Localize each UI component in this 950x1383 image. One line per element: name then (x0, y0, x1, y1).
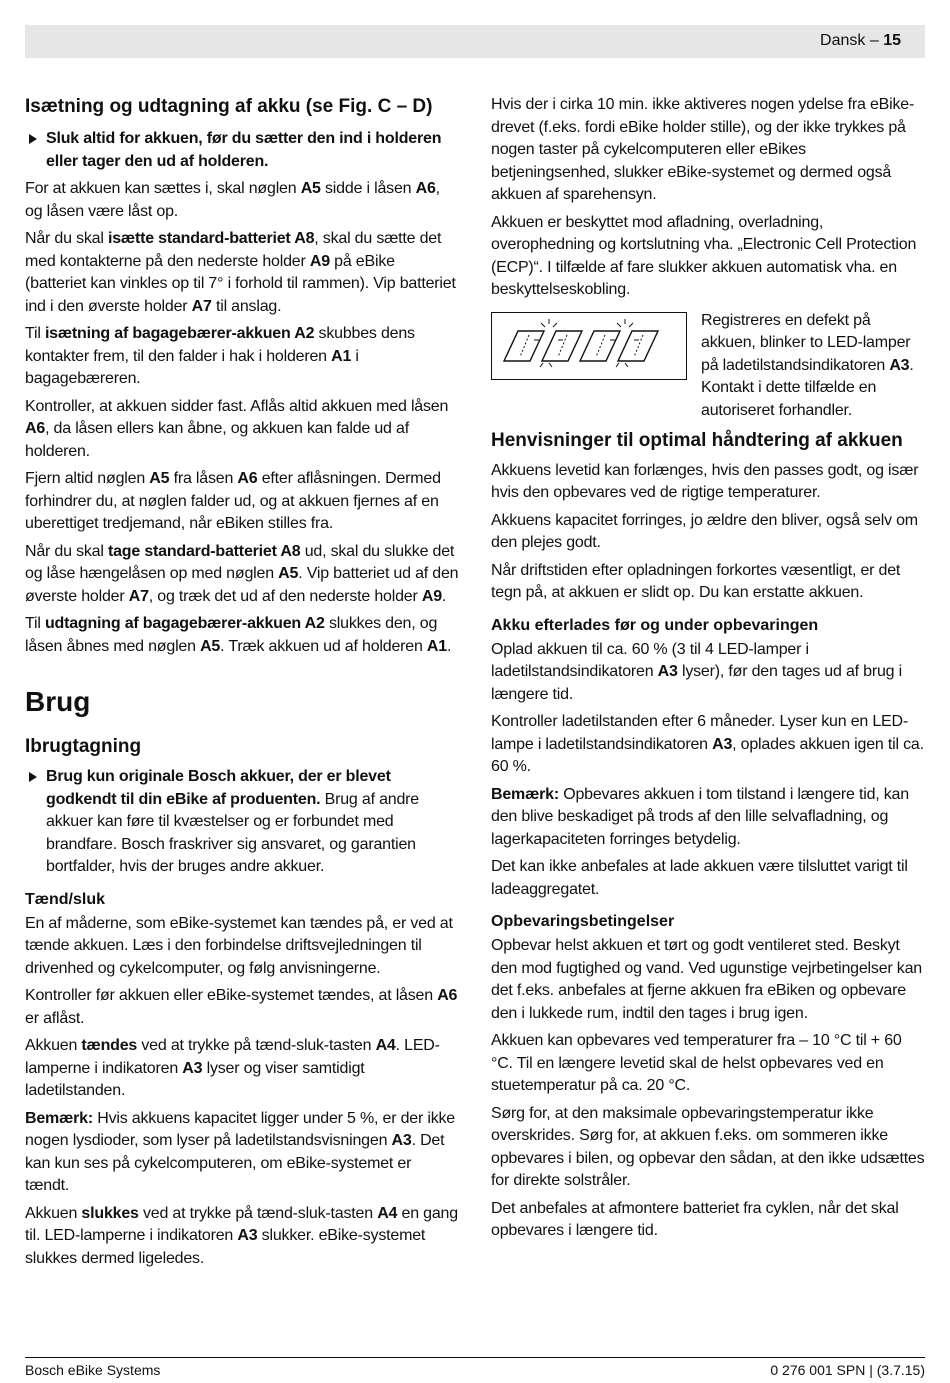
paragraph: Det anbefales at afmontere batteriet fra cyklen, når det skal opbevares i længere tid. (491, 1199, 899, 1239)
footer-divider (25, 1357, 925, 1358)
paragraph: Når driftstiden efter opladningen forkortes væsentligt, er det tegn på, at akkuen er slidt op. Du kan erstatte akkuen. (491, 561, 901, 601)
right-column (491, 94, 925, 1248)
footer-doc-number: 0 276 001 SPN | (3.7.15) (770, 1362, 925, 1378)
paragraph: Kontroller ladetilstanden efter 6 måneder. Lyser kun en LED-lampe i ladetilstandsindikatoren A3, oplades akkuen igen til ca. 60 %. (491, 713, 924, 775)
led-defect-illustration (491, 312, 687, 380)
blinking-leds-icon (492, 313, 686, 379)
paragraph: Fjern altid nøglen A5 fra låsen A6 efter aflåsningen. Dermed forhindrer du, at nøglen falder ud, og at akkuen fjernes af en uberettiget tredjemand, når eBiken stilles fra. (25, 470, 441, 532)
paragraph: Akkuen kan opbevares ved temperaturer fra – 10 °C til + 60 °C. Til en længere levetid skal de helst opbevares ved en stuetemperatur på ca. 20 °C. (491, 1032, 902, 1094)
page-header (25, 25, 925, 58)
paragraph: Bemærk: Hvis akkuens kapacitet ligger under 5 %, er der ikke nogen lysdioder, som lyser på ladetilstandsvisningen A3. Det kan kun ses på cykelcomputeren, om eBike-systemet er tændt. (25, 1109, 455, 1194)
paragraph: Til isætning af bagagebærer-akkuen A2 skubbes dens kontakter frem, til den falder i hak i holderen A1 i bagagebæreren. (25, 325, 415, 387)
defect-description: Registreres en defekt på akkuen, blinker to LED-lamper på ladetilstandsindikatoren A3. Kontakt i dette tilfælde en autoriseret forhandler. (701, 311, 914, 419)
page-number: 15 (883, 32, 901, 49)
main-heading-brug: Brug (25, 686, 91, 717)
heading-before-storage: Akku efterlades før og under opbevaringen (491, 616, 819, 634)
paragraph: Oplad akkuen til ca. 60 % (3 til 4 LED-lamper i ladetilstandsindikatoren A3 lyser), før den tages ud af brug i længere tid. (491, 640, 902, 703)
left-column (25, 94, 459, 1275)
paragraph: Bemærk: Opbevares akkuen i tom tilstand i længere tid, kan den blive beskadiget på trods af den lille selvafladning, og lagerkapaciteten forringes betydelig. (491, 785, 909, 848)
paragraph: For at akkuen kan sættes i, skal nøglen A5 sidde i låsen A6, og låsen være låst op. (25, 180, 440, 220)
paragraph: En af måderne, som eBike-systemet kan tændes på, er ved at tænde akkuen. Læs i den forbindelse driftsvejledningen til drivenhed og cykelcomputer, og følg anvisningerne. (25, 914, 453, 977)
paragraph: Akkuen slukkes ved at trykke på tænd-sluk-tasten A4 en gang til. LED-lamperne i indikatoren A3 slukker. eBike-systemet slukkes dermed ligeledes. (25, 1204, 458, 1267)
footer-company: Bosch eBike Systems (25, 1362, 161, 1378)
paragraph: Sørg for, at den maksimale opbevaringstemperatur ikke overskrides. Sørg for, at akkuen f.eks. om sommeren ikke opbevares i bilen, og opbevar den sådan, at den ikke udsættes for direkte solstråler. (491, 1104, 925, 1189)
defect-indicator-block (491, 310, 925, 422)
paragraph: Når du skal isætte standard-batteriet A8, skal du sætte det med kontakterne på den nederste holder A9 på eBike (batteriet kan vinkles op til 7° i forhold til rammen). Vip batteriet ind i den øverste holder A7 til anslag. (25, 230, 456, 315)
heading-on-off: Tænd/sluk (25, 890, 106, 908)
header-language: Dansk (820, 32, 866, 49)
paragraph: Kontroller, at akkuen sidder fast. Aflås altid akkuen med låsen A6, da låsen ellers kan åbne, og akkuen kan falde ud af holderen. (25, 397, 449, 460)
paragraph: Når du skal tage standard-batteriet A8 ud, skal du slukke det og låse hængelåsen op med nøglen A5. Vip batteriet ud af den øverste holder A7, og træk det ud af den nederste holder A9. (25, 542, 459, 605)
paragraph: Kontroller før akkuen eller eBike-systemet tændes, at låsen A6 er aflåst. (25, 987, 458, 1027)
section-heading-insert-remove: Isætning og udtagning af akku (se Fig. C – D) (25, 96, 433, 117)
paragraph: Det kan ikke anbefales at lade akkuen være tilsluttet varigt til ladeaggregatet. (491, 858, 908, 898)
heading-optimal-handling: Henvisninger til optimal håndtering af akkuen (491, 429, 903, 451)
paragraph: Akkuen er beskyttet mod afladning, overladning, overophedning og kortslutning vha. „Electronic Cell Protection (ECP)“. I tilfælde af fare slukker akkuen automatisk vha. en beskyttelseskobling. (491, 213, 917, 298)
header-text (820, 32, 901, 50)
paragraph: Opbevar helst akkuen et tørt og godt ventileret sted. Beskyt den mod fugtighed og vand. Ved ugunstige vejrbetingelser kan det f.eks. anbefales at fjerne akkuen fra eBiken og opbevare den i lukkede rum, indtil den tages i brug igen. (491, 937, 922, 1022)
bullet-triangle-icon (29, 772, 37, 782)
paragraph: Akkuens levetid kan forlænges, hvis den passes godt, og især hvis den opbevares ved de rigtige temperaturer. (491, 461, 919, 501)
warning-bullet-original-batteries: Brug kun originale Bosch akkuer, der er blevet godkendt til din eBike af produenten. Brug af andre akkuer kan føre til kvæstelser og er forbundet med brandfare. Bosch fraskriver sig ansvaret, og garantien bortfalder, hvis der bruges andre akkuer. (25, 766, 459, 879)
paragraph: Hvis der i cirka 10 min. ikke aktiveres nogen ydelse fra eBike-drevet (f.eks. fordi eBike holder stille), og der ikke trykkes på nogen taster på cykelcomputeren eller eBikes betjeningsenhed, slukker eBike-systemet og dermed også akkuen af sparehensyn. (491, 96, 915, 203)
warning-bullet-switch-off: Sluk altid for akkuen, før du sætter den ind i holderen eller tager den ud af holderen. (25, 128, 459, 173)
bullet-triangle-icon (29, 134, 37, 144)
header-separator: – (865, 32, 884, 49)
paragraph: Til udtagning af bagagebærer-akkuen A2 slukkes den, og låsen åbnes med nøglen A5. Træk akkuen ud af holderen A1. (25, 615, 452, 655)
paragraph: Akkuens kapacitet forringes, jo ældre den bliver, også selv om den plejes godt. (491, 511, 918, 551)
paragraph: Akkuen tændes ved at trykke på tænd-sluk-tasten A4. LED-lamperne i indikatoren A3 lyser og viser samtidigt ladetilstanden. (25, 1037, 440, 1099)
sub-heading-ibrugtagning: Ibrugtagning (25, 736, 142, 757)
heading-storage-conditions: Opbevaringsbetingelser (491, 913, 675, 930)
